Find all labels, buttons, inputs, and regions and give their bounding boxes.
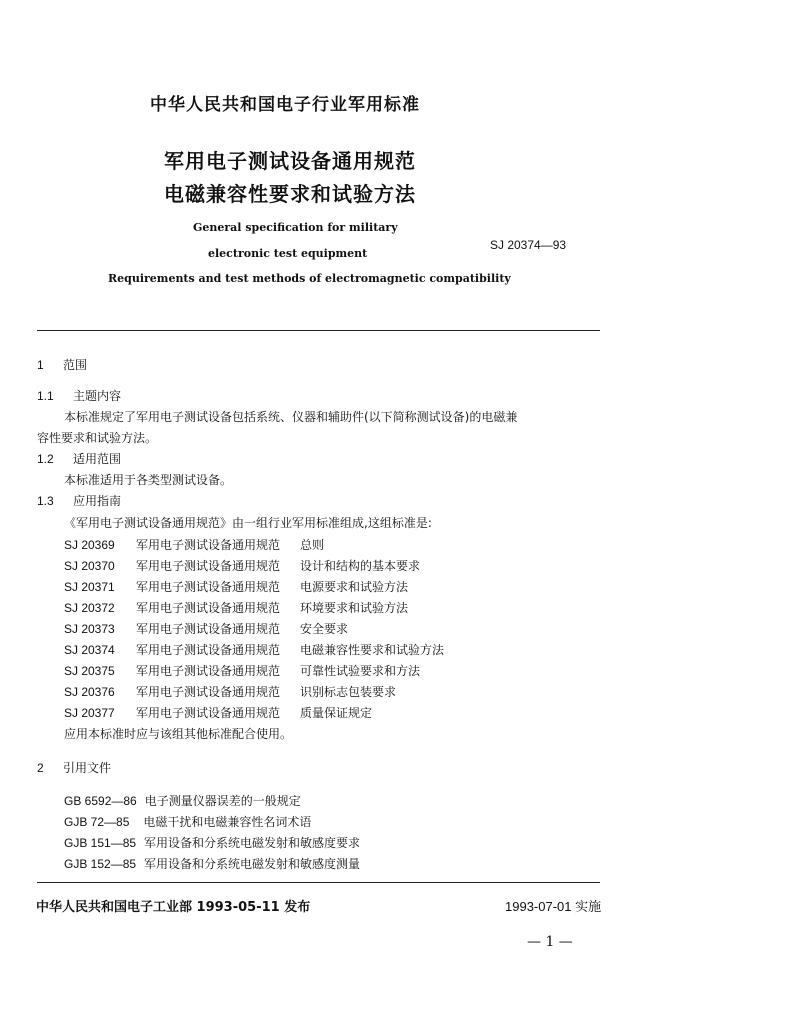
section-2-heading [37, 759, 111, 776]
english-title-line1: General specification for military [193, 221, 398, 234]
bottom-divider [37, 882, 600, 883]
page-number: — 1 — [527, 934, 573, 950]
section-number: 1.3 [37, 494, 54, 508]
standard-code-cell: SJ 20372 [64, 601, 115, 615]
standard-title-cell: 军用电子测试设备通用规范 [136, 601, 281, 615]
standard-part-cell: 电磁兼容性要求和试验方法 [300, 643, 445, 657]
section-1-3-closing: 应用本标准时应与该组其他标准配合使用。 [64, 727, 293, 741]
standard-code-cell: SJ 20377 [64, 706, 115, 720]
section-1-3-intro: 《军用电子测试设备通用规范》由一组行业军用标准组成,这组标准是: [64, 516, 432, 530]
standard-list-row [64, 704, 372, 721]
reference-title: 电子测量仪器误差的一般规定 [144, 794, 301, 808]
section-1-3-heading [37, 492, 121, 509]
section-title: 范围 [63, 358, 88, 372]
standard-code-cell: SJ 20374 [64, 643, 115, 657]
standard-title-cell: 军用电子测试设备通用规范 [136, 622, 281, 636]
standard-code-cell: SJ 20375 [64, 664, 115, 678]
standard-code-cell: SJ 20370 [64, 559, 115, 573]
section-1-heading [37, 356, 87, 373]
standard-title-cell: 军用电子测试设备通用规范 [136, 664, 281, 678]
standard-list-row [64, 620, 348, 637]
reference-title: 军用设备和分系统电磁发射和敏感度测量 [144, 857, 361, 871]
standard-part-cell: 可靠性试验要求和方法 [300, 664, 421, 678]
section-1-1-text-line1: 本标准规定了军用电子测试设备包括系统、仪器和辅助件(以下简称测试设备)的电磁兼 [64, 410, 518, 424]
standard-part-cell: 环境要求和试验方法 [300, 601, 409, 615]
section-title: 主题内容 [73, 389, 122, 403]
standard-code-cell: SJ 20371 [64, 580, 115, 594]
standard-part-cell: 电源要求和试验方法 [300, 580, 409, 594]
standard-part-cell: 识别标志包装要求 [300, 685, 397, 699]
document-title-line1: 军用电子测试设备通用规范 [164, 149, 416, 173]
standard-part-cell: 质量保证规定 [300, 706, 373, 720]
standard-list-row [64, 557, 420, 574]
standard-title-cell: 军用电子测试设备通用规范 [136, 580, 281, 594]
reference-code: GB 6592—86 [64, 794, 137, 808]
reference-row [64, 855, 360, 872]
section-number: 1 [37, 358, 44, 372]
reference-code: GJB 152—85 [64, 857, 137, 871]
standard-code: SJ 20374—93 [490, 238, 567, 252]
section-1-2-heading [37, 450, 121, 467]
standard-part-cell: 设计和结构的基本要求 [300, 559, 421, 573]
reference-row [64, 834, 360, 851]
english-title-line2: electronic test equipment [208, 247, 368, 260]
issue-date: 中华人民共和国电子工业部 1993-05-11 发布 [36, 900, 311, 915]
reference-row [64, 813, 311, 830]
standard-list-row [64, 641, 444, 658]
reference-title: 电磁干扰和电磁兼容性名词术语 [143, 815, 312, 829]
standard-list-row [64, 662, 420, 679]
reference-code: GJB 72—85 [64, 815, 130, 829]
reference-row [64, 792, 301, 809]
standard-part-cell: 总则 [300, 538, 325, 552]
effective-date: 1993-07-01 实施 [505, 899, 602, 914]
standard-code-cell: SJ 20376 [64, 685, 115, 699]
standard-title-cell: 军用电子测试设备通用规范 [136, 685, 281, 699]
reference-code: GJB 151—85 [64, 836, 137, 850]
section-title: 应用指南 [73, 494, 122, 508]
standard-code-cell: SJ 20369 [64, 538, 115, 552]
issuer-title: 中华人民共和国电子行业军用标准 [150, 95, 420, 115]
section-1-2-text: 本标准适用于各类型测试设备。 [64, 473, 233, 487]
standard-part-cell: 安全要求 [300, 622, 349, 636]
standard-list-row [64, 536, 324, 553]
english-title-line3: Requirements and test methods of electromagnetic compatibility [108, 272, 511, 285]
top-divider [37, 330, 600, 331]
standard-title-cell: 军用电子测试设备通用规范 [136, 538, 281, 552]
section-number: 1.1 [37, 389, 54, 403]
section-1-1-text-line2: 容性要求和试验方法。 [37, 431, 158, 445]
standard-list-row [64, 683, 396, 700]
standard-title-cell: 军用电子测试设备通用规范 [136, 706, 281, 720]
standard-title-cell: 军用电子测试设备通用规范 [136, 643, 281, 657]
document-title-line2: 电磁兼容性要求和试验方法 [164, 182, 416, 206]
section-1-1-heading [37, 387, 121, 404]
standard-list-row [64, 578, 408, 595]
section-number: 1.2 [37, 452, 54, 466]
standard-code-cell: SJ 20373 [64, 622, 115, 636]
standard-list-row [64, 599, 408, 616]
section-title: 适用范围 [73, 452, 122, 466]
section-title: 引用文件 [63, 761, 112, 775]
section-number: 2 [37, 761, 44, 775]
standard-title-cell: 军用电子测试设备通用规范 [136, 559, 281, 573]
reference-title: 军用设备和分系统电磁发射和敏感度要求 [144, 836, 361, 850]
